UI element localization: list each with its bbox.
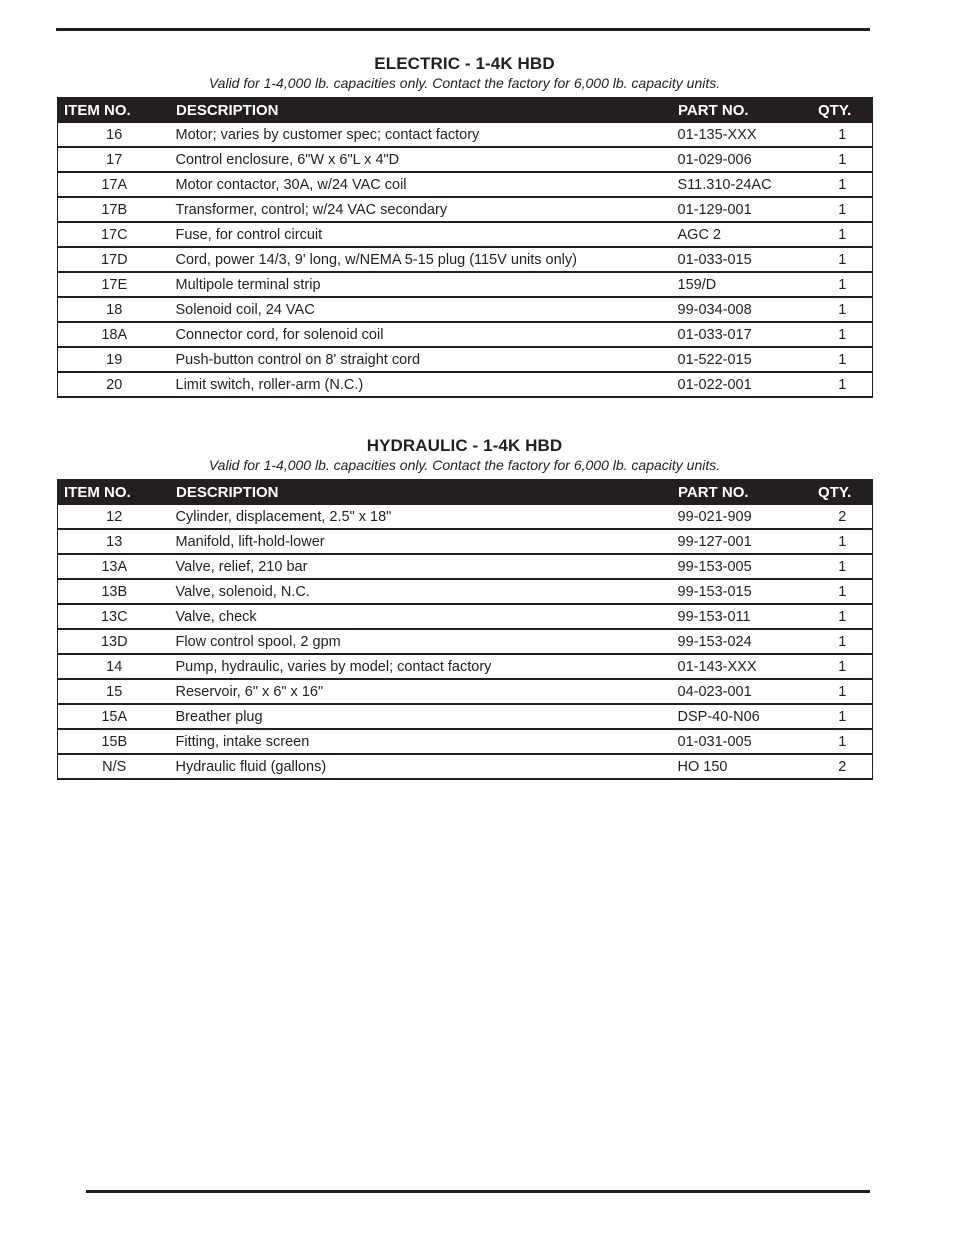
header-qty: QTY.	[813, 480, 873, 505]
description-cell: Control enclosure, 6"W x 6"L x 4"D	[171, 147, 673, 172]
electric-section	[57, 54, 872, 398]
description-cell: Solenoid coil, 24 VAC	[171, 297, 673, 322]
part-number-cell: DSP-40-N06	[673, 704, 813, 729]
part-number-cell: 99-127-001	[673, 529, 813, 554]
table-row	[58, 222, 873, 247]
table-header-row	[58, 480, 873, 505]
quantity-cell: 1	[813, 322, 873, 347]
part-number-cell: 99-021-909	[673, 505, 813, 530]
description-cell: Fitting, intake screen	[171, 729, 673, 754]
description-cell: Transformer, control; w/24 VAC secondary	[171, 197, 673, 222]
table-row	[58, 554, 873, 579]
header-description: DESCRIPTION	[171, 98, 673, 123]
description-cell: Cylinder, displacement, 2.5" x 18"	[171, 505, 673, 530]
item-number-cell: N/S	[58, 754, 171, 779]
part-number-cell: 01-033-015	[673, 247, 813, 272]
table-row	[58, 172, 873, 197]
description-cell: Flow control spool, 2 gpm	[171, 629, 673, 654]
description-cell: Multipole terminal strip	[171, 272, 673, 297]
description-cell: Manifold, lift-hold-lower	[171, 529, 673, 554]
description-cell: Valve, check	[171, 604, 673, 629]
quantity-cell: 1	[813, 679, 873, 704]
part-number-cell: 159/D	[673, 272, 813, 297]
header-item-no: ITEM NO.	[58, 480, 171, 505]
table-row	[58, 729, 873, 754]
table-row	[58, 604, 873, 629]
description-cell: Connector cord, for solenoid coil	[171, 322, 673, 347]
table-row	[58, 704, 873, 729]
description-cell: Hydraulic fluid (gallons)	[171, 754, 673, 779]
quantity-cell: 2	[813, 754, 873, 779]
part-number-cell: 01-029-006	[673, 147, 813, 172]
description-cell: Push-button control on 8' straight cord	[171, 347, 673, 372]
item-number-cell: 15B	[58, 729, 171, 754]
table-row	[58, 247, 873, 272]
header-part-no: PART NO.	[673, 98, 813, 123]
quantity-cell: 1	[813, 629, 873, 654]
quantity-cell: 1	[813, 729, 873, 754]
item-number-cell: 16	[58, 123, 171, 148]
electric-note: Valid for 1-4,000 lb. capacities only. Contact the factory for 6,000 lb. capacity units.	[208, 75, 721, 91]
part-number-cell: 99-153-011	[673, 604, 813, 629]
header-item-no: ITEM NO.	[58, 98, 171, 123]
quantity-cell: 1	[813, 579, 873, 604]
quantity-cell: 1	[813, 123, 873, 148]
description-cell: Valve, solenoid, N.C.	[171, 579, 673, 604]
part-number-cell: 99-153-024	[673, 629, 813, 654]
quantity-cell: 1	[813, 554, 873, 579]
table-row	[58, 679, 873, 704]
hydraulic-title: HYDRAULIC - 1-4K HBD	[366, 436, 563, 455]
hydraulic-note: Valid for 1-4,000 lb. capacities only. Contact the factory for 6,000 lb. capacity units.	[208, 457, 721, 473]
table-row	[58, 579, 873, 604]
quantity-cell: 1	[813, 347, 873, 372]
item-number-cell: 13	[58, 529, 171, 554]
quantity-cell: 1	[813, 272, 873, 297]
part-number-cell: S11.310-24AC	[673, 172, 813, 197]
table-row	[58, 629, 873, 654]
item-number-cell: 17D	[58, 247, 171, 272]
table-row	[58, 123, 873, 148]
quantity-cell: 1	[813, 372, 873, 397]
part-number-cell: AGC 2	[673, 222, 813, 247]
description-cell: Pump, hydraulic, varies by model; contact factory	[171, 654, 673, 679]
top-rule	[56, 28, 870, 31]
part-number-cell: 01-022-001	[673, 372, 813, 397]
description-cell: Breather plug	[171, 704, 673, 729]
item-number-cell: 15A	[58, 704, 171, 729]
description-cell: Fuse, for control circuit	[171, 222, 673, 247]
electric-table-body	[58, 123, 873, 398]
description-cell: Valve, relief, 210 bar	[171, 554, 673, 579]
quantity-cell: 2	[813, 505, 873, 530]
electric-parts-table	[57, 97, 873, 398]
quantity-cell: 1	[813, 197, 873, 222]
item-number-cell: 19	[58, 347, 171, 372]
table-row	[58, 197, 873, 222]
table-row	[58, 272, 873, 297]
item-number-cell: 13D	[58, 629, 171, 654]
table-header-row	[58, 98, 873, 123]
quantity-cell: 1	[813, 172, 873, 197]
item-number-cell: 18	[58, 297, 171, 322]
header-qty: QTY.	[813, 98, 873, 123]
part-number-cell: 01-031-005	[673, 729, 813, 754]
part-number-cell: 99-153-005	[673, 554, 813, 579]
table-row	[58, 297, 873, 322]
item-number-cell: 20	[58, 372, 171, 397]
bottom-rule	[86, 1190, 870, 1193]
part-number-cell: 01-033-017	[673, 322, 813, 347]
hydraulic-parts-table	[57, 479, 873, 780]
item-number-cell: 18A	[58, 322, 171, 347]
description-cell: Limit switch, roller-arm (N.C.)	[171, 372, 673, 397]
description-cell: Reservoir, 6" x 6" x 16"	[171, 679, 673, 704]
table-row	[58, 529, 873, 554]
description-cell: Motor; varies by customer spec; contact factory	[171, 123, 673, 148]
item-number-cell: 17B	[58, 197, 171, 222]
item-number-cell: 13C	[58, 604, 171, 629]
header-description: DESCRIPTION	[171, 480, 673, 505]
table-row	[58, 654, 873, 679]
item-number-cell: 13A	[58, 554, 171, 579]
part-number-cell: 01-143-XXX	[673, 654, 813, 679]
table-row	[58, 505, 873, 530]
item-number-cell: 13B	[58, 579, 171, 604]
part-number-cell: 01-522-015	[673, 347, 813, 372]
part-number-cell: 99-153-015	[673, 579, 813, 604]
table-row	[58, 754, 873, 779]
quantity-cell: 1	[813, 222, 873, 247]
table-row	[58, 322, 873, 347]
description-cell: Cord, power 14/3, 9' long, w/NEMA 5-15 plug (115V units only)	[171, 247, 673, 272]
item-number-cell: 15	[58, 679, 171, 704]
quantity-cell: 1	[813, 654, 873, 679]
electric-title: ELECTRIC - 1-4K HBD	[374, 54, 555, 73]
item-number-cell: 17	[58, 147, 171, 172]
description-cell: Motor contactor, 30A, w/24 VAC coil	[171, 172, 673, 197]
hydraulic-section	[57, 436, 872, 780]
hydraulic-table-body	[58, 505, 873, 780]
quantity-cell: 1	[813, 529, 873, 554]
table-row	[58, 372, 873, 397]
item-number-cell: 17A	[58, 172, 171, 197]
item-number-cell: 17E	[58, 272, 171, 297]
quantity-cell: 1	[813, 247, 873, 272]
part-number-cell: 99-034-008	[673, 297, 813, 322]
quantity-cell: 1	[813, 704, 873, 729]
item-number-cell: 17C	[58, 222, 171, 247]
part-number-cell: 01-129-001	[673, 197, 813, 222]
part-number-cell: 01-135-XXX	[673, 123, 813, 148]
part-number-cell: 04-023-001	[673, 679, 813, 704]
item-number-cell: 14	[58, 654, 171, 679]
header-part-no: PART NO.	[673, 480, 813, 505]
quantity-cell: 1	[813, 604, 873, 629]
item-number-cell: 12	[58, 505, 171, 530]
quantity-cell: 1	[813, 297, 873, 322]
quantity-cell: 1	[813, 147, 873, 172]
table-row	[58, 147, 873, 172]
part-number-cell: HO 150	[673, 754, 813, 779]
table-row	[58, 347, 873, 372]
